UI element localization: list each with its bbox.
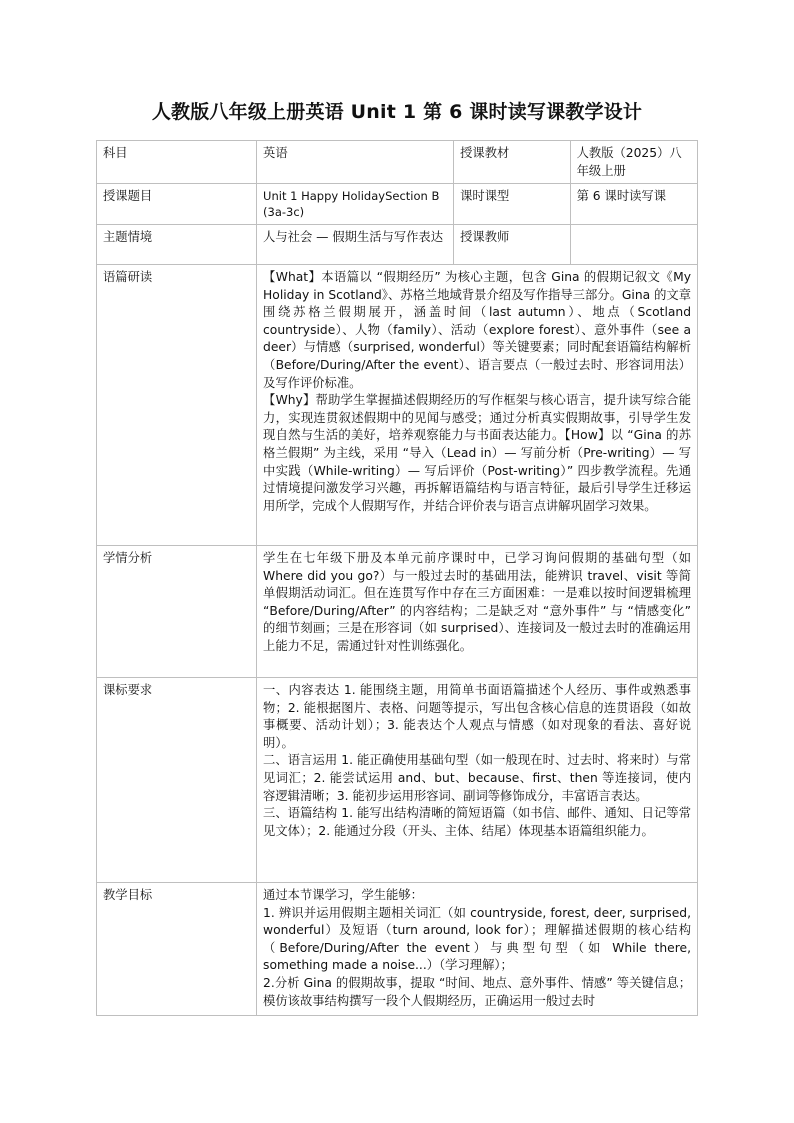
paragraph: 三、语篇结构 1. 能写出结构清晰的简短语篇（如书信、邮件、通知、日记等常见文体）；2. 能通过分段（开头、主体、结尾）体现基本语篇组织能力。 xyxy=(263,806,691,838)
cell-value: 英语 xyxy=(257,141,454,184)
table-row xyxy=(97,678,698,883)
table-row xyxy=(97,883,698,1016)
paragraph: 2.分析 Gina 的假期故事，提取 “时间、地点、意外事件、情感” 等关键信息；模仿该故事结构撰写一段个人假期经历，正确运用一般过去时 xyxy=(263,975,691,1008)
page-title: 人教版八年级上册英语 Unit 1 第 6 课时读写课教学设计 xyxy=(151,101,643,123)
cell-label: 授课教师 xyxy=(454,225,570,265)
paragraph: 二、语言运用 1. 能正确使用基础句型（如一般现在时、过去时、将来时）与常见词汇；2. 能尝试运用 and、but、because、first、then 等连接词，使内容逻辑清晰；3. 能初步运用形容词、副词等修饰成分，丰富语言表达。 xyxy=(263,753,691,803)
table-row xyxy=(97,265,698,546)
cell-label: 主题情境 xyxy=(97,225,257,265)
section-content xyxy=(257,678,698,883)
cell-value: 人教版（2025）八年级上册 xyxy=(570,141,697,184)
table-row xyxy=(97,225,698,265)
section-content xyxy=(257,883,698,1016)
table-row xyxy=(97,184,698,225)
section-content xyxy=(257,546,698,678)
cell-label: 科目 xyxy=(97,141,257,184)
paragraph: 学生在七年级下册及本单元前序课时中，已学习询问假期的基础句型（如 Where did you go?）与一般过去时的基础用法，能辨识 travel、visit 等简单假期活动词汇。但在连贯写作中存在三方面困难：一是难以按时间逻辑梳理 “Before/During/After” 的内容结构；二是缺乏对 “意外事件” 与 “情感变化” 的细节刻画；三是在形容词（如 surprised）、连接词及一般过去时的准确运用上能力不足，需通过针对性训练强化。 xyxy=(263,551,691,653)
section-content xyxy=(257,265,698,546)
table-row xyxy=(97,546,698,678)
lesson-plan-table xyxy=(96,140,698,1016)
paragraph: 1. 辨识并运用假期主题相关词汇（如 countryside, forest, deer, surprised, wonderful）及短语（turn around, look for）；理解描述假期的核心结构（Before/During/After the event）与典型句型（如 While there, something made a noise...）（学习理解）； xyxy=(263,905,691,973)
section-label: 学情分析 xyxy=(97,546,257,678)
cell-value: 人与社会 — 假期生活与写作表达 xyxy=(257,225,454,265)
paragraph: 【Why】帮助学生掌握描述假期经历的写作框架与核心语言，提升读写综合能力，实现连贯叙述假期中的见闻与感受；通过分析真实假期故事，引导学生发现自然与生活的美好，培养观察能力与书面表达能力。【How】以 “Gina 的苏格兰假期” 为主线，采用 “导入（Lead in）— 写前分析（Pre-writing）— 写中实践（While-writing）— 写后评价（Post-writing）” 四步教学流程。先通过情境提问激发学习兴趣，再拆解语篇结构与语言特征，最后引导学生迁移运用所学，完成个人假期写作，并结合评价表与语言点讲解巩固学习效果。 xyxy=(263,393,691,513)
cell-label: 授课教材 xyxy=(454,141,570,184)
cell-label: 课时课型 xyxy=(454,184,570,225)
cell-value: Unit 1 Happy HolidaySection B (3a-3c) xyxy=(257,184,454,225)
section-label: 课标要求 xyxy=(97,678,257,883)
paragraph: 【What】本语篇以 “假期经历” 为核心主题，包含 Gina 的假期记叙文《My Holiday in Scotland》、苏格兰地域背景介绍及写作指导三部分。Gina 的文章围绕苏格兰假期展开，涵盖时间（last autumn）、地点（Scotland countryside）、人物（family）、活动（explore forest）、意外事件（see a deer）与情感（surprised, wonderful）等关键要素；同时配套语篇结构解析（Before/During/After the event）、语言要点（一般过去时、形容词用法）及写作评价标准。 xyxy=(263,270,691,390)
paragraph: 通过本节课学习，学生能够： xyxy=(263,888,423,902)
cell-label: 授课题目 xyxy=(97,184,257,225)
section-label: 教学目标 xyxy=(97,883,257,1016)
cell-value: 第 6 课时读写课 xyxy=(570,184,697,225)
table-row xyxy=(97,141,698,184)
cell-value xyxy=(570,225,697,265)
section-label: 语篇研读 xyxy=(97,265,257,546)
paragraph: 一、内容表达 1. 能围绕主题，用简单书面语篇描述个人经历、事件或熟悉事物；2. 能根据图片、表格、问题等提示，写出包含核心信息的连贯语段（如故事概要、活动计划）；3. 能表达个人观点与情感（如对现象的看法、喜好说明）。 xyxy=(263,683,691,750)
